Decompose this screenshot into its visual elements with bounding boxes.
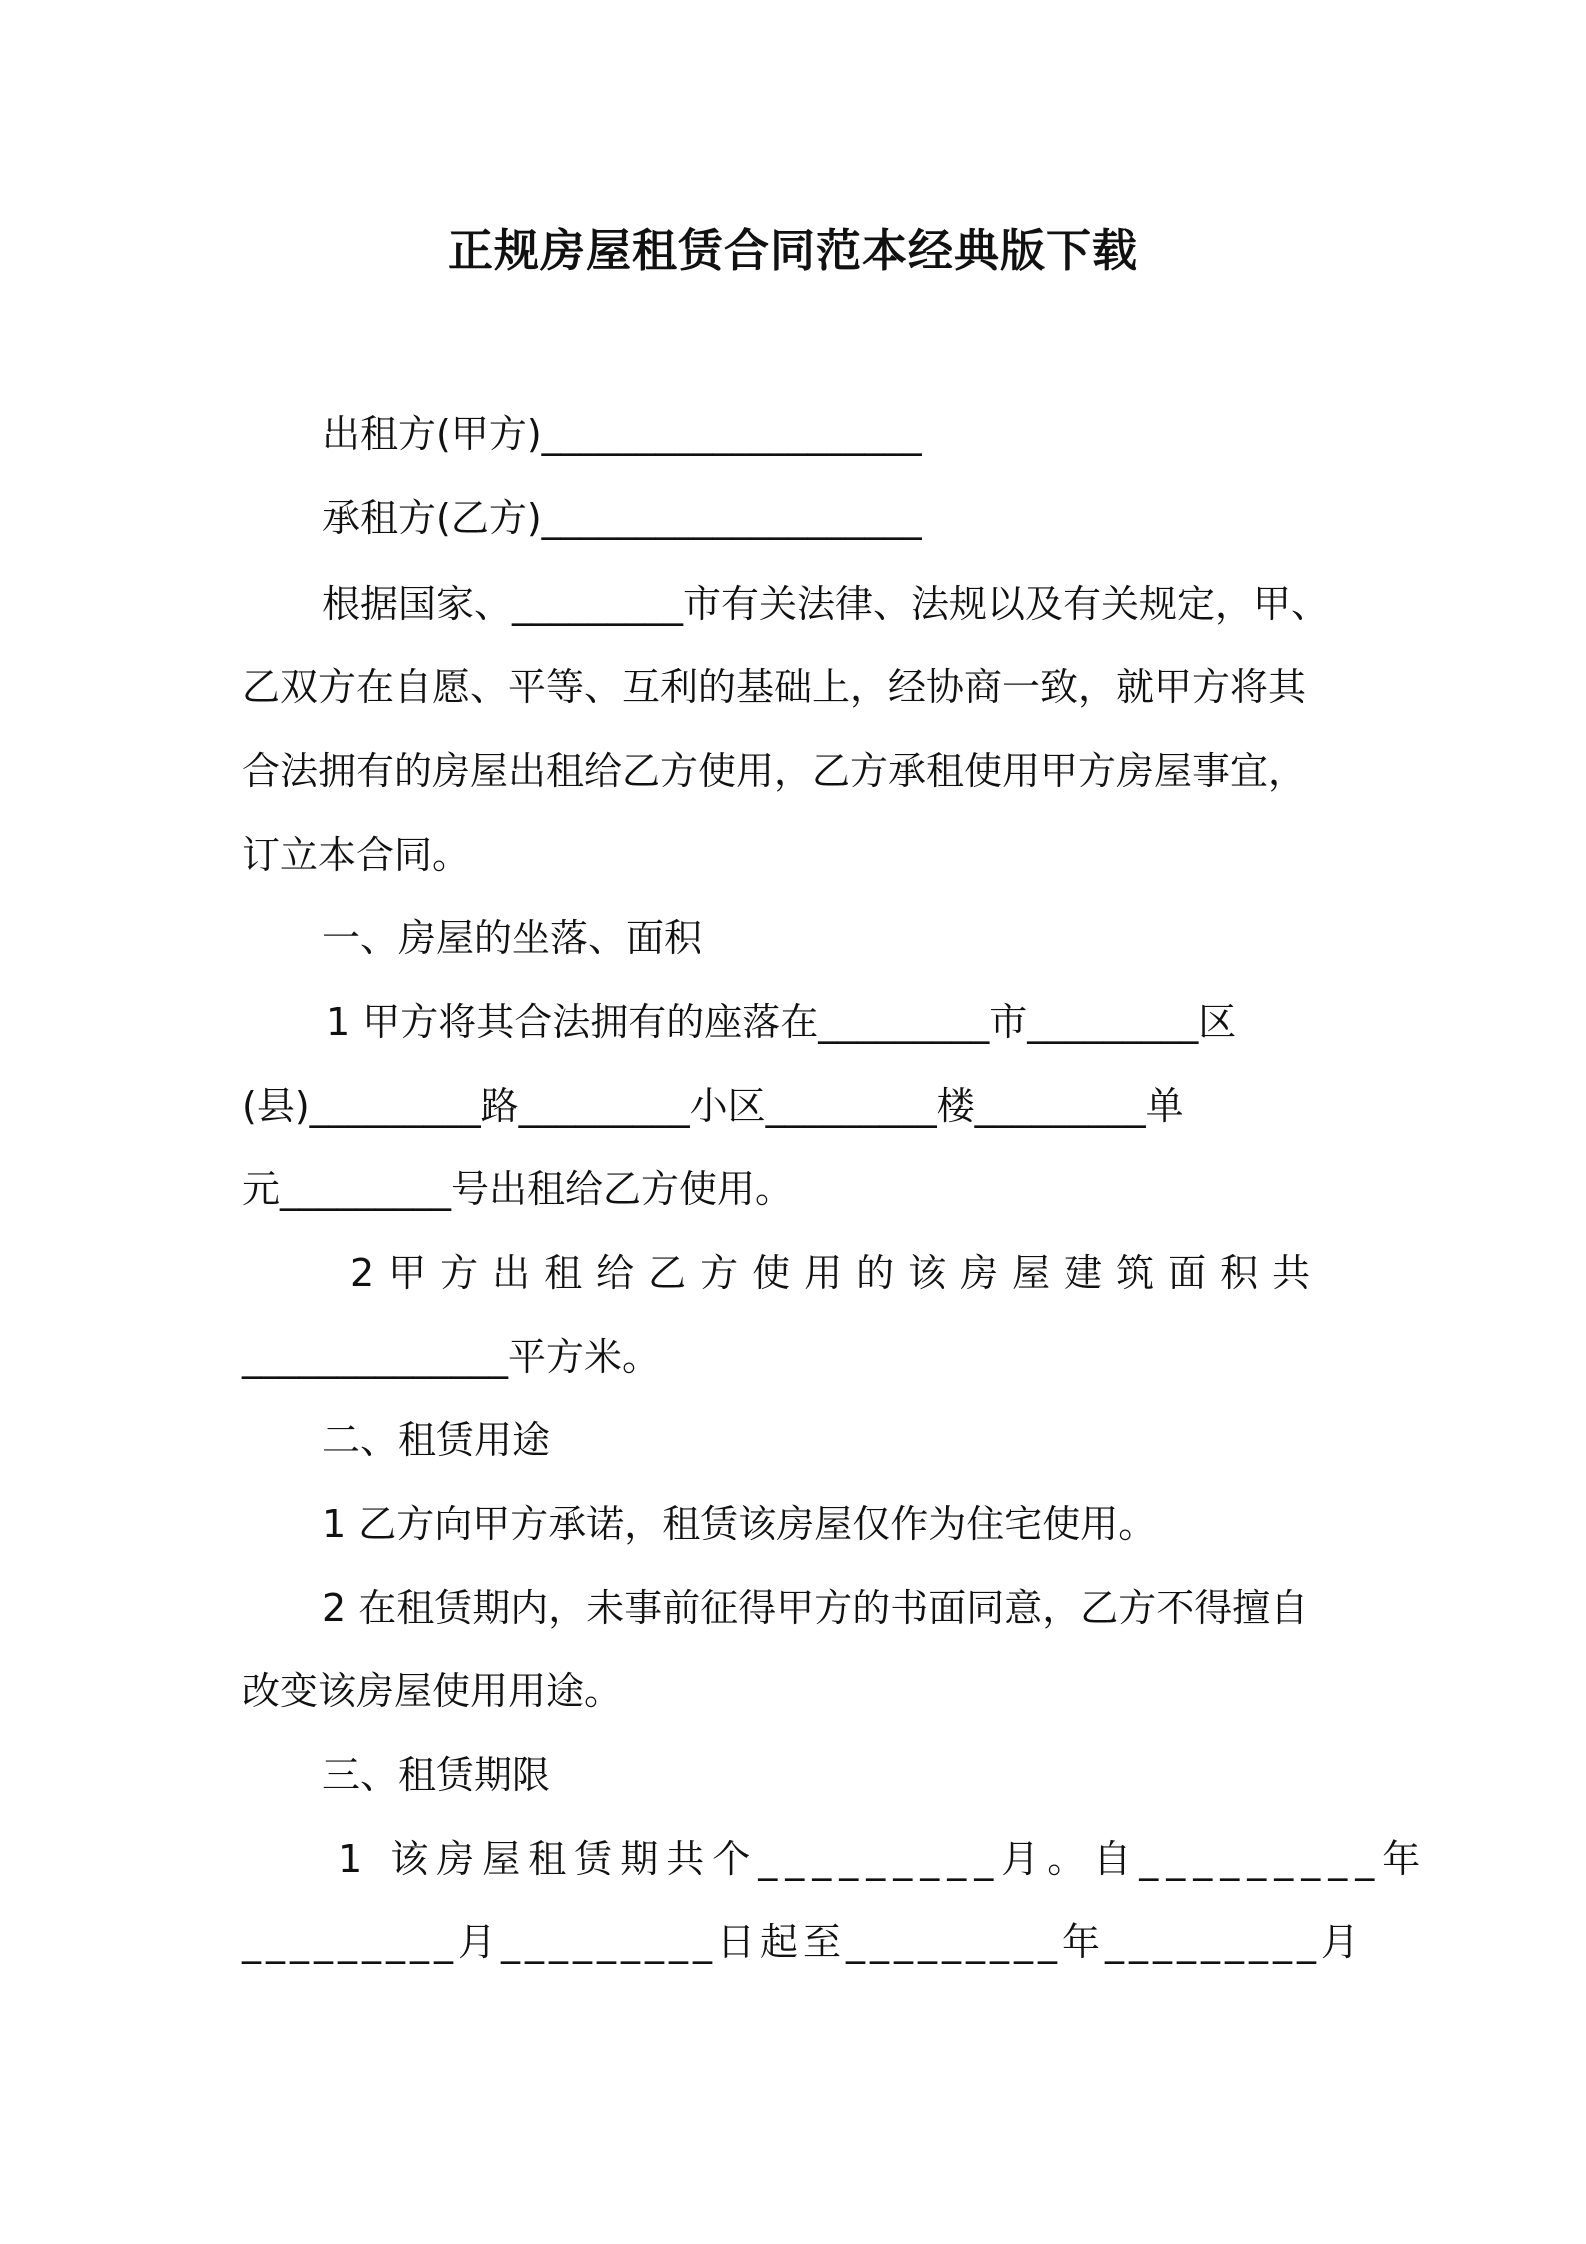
party-a-line: 出租方(甲方)____________________ — [322, 412, 922, 456]
clause-3-1-line-2: _________月_________日起至_________年_________月 — [242, 1920, 1365, 1964]
document-title: 正规房屋租赁合同范本经典版下载 — [447, 224, 1138, 277]
clause-1-2-line-2: ______________平方米。 — [242, 1335, 661, 1379]
section-heading-3: 三、租赁期限 — [322, 1753, 551, 1797]
preamble-line-2: 乙双方在自愿、平等、互利的基础上，经协商一致，就甲方将其 — [242, 665, 1307, 709]
party-b-line: 承租方(乙方)____________________ — [322, 496, 922, 540]
preamble-line-3: 合法拥有的房屋出租给乙方使用，乙方承租使用甲方房屋事宜， — [242, 749, 1307, 793]
clause-1-1-line-1: 1 甲方将其合法拥有的座落在_________市_________区 — [326, 1000, 1237, 1044]
clause-2-2-line-2: 改变该房屋使用用途。 — [242, 1669, 623, 1713]
preamble-line-4: 订立本合同。 — [242, 833, 471, 877]
section-heading-2: 二、租赁用途 — [322, 1418, 551, 1462]
clause-2-1-line: 1 乙方向甲方承诺，租赁该房屋仅作为住宅使用。 — [322, 1502, 1157, 1546]
clause-1-1-line-3: 元_________号出租给乙方使用。 — [242, 1167, 794, 1211]
clause-1-2-line-1: 2甲方出租给乙方使用的该房屋建筑面积共 — [350, 1251, 1325, 1295]
clause-1-1-line-2: (县)_________路_________小区_________楼_________单 — [242, 1084, 1184, 1128]
clause-3-1-line-1: 1 该房屋租赁期共个_________月。自_________年 — [338, 1837, 1429, 1881]
section-heading-1: 一、房屋的坐落、面积 — [322, 916, 703, 960]
clause-2-2-line-1: 2 在租赁期内，未事前征得甲方的书面同意，乙方不得擅自 — [322, 1586, 1309, 1630]
preamble-line-1: 根据国家、_________市有关法律、法规以及有关规定，甲、 — [322, 582, 1330, 626]
